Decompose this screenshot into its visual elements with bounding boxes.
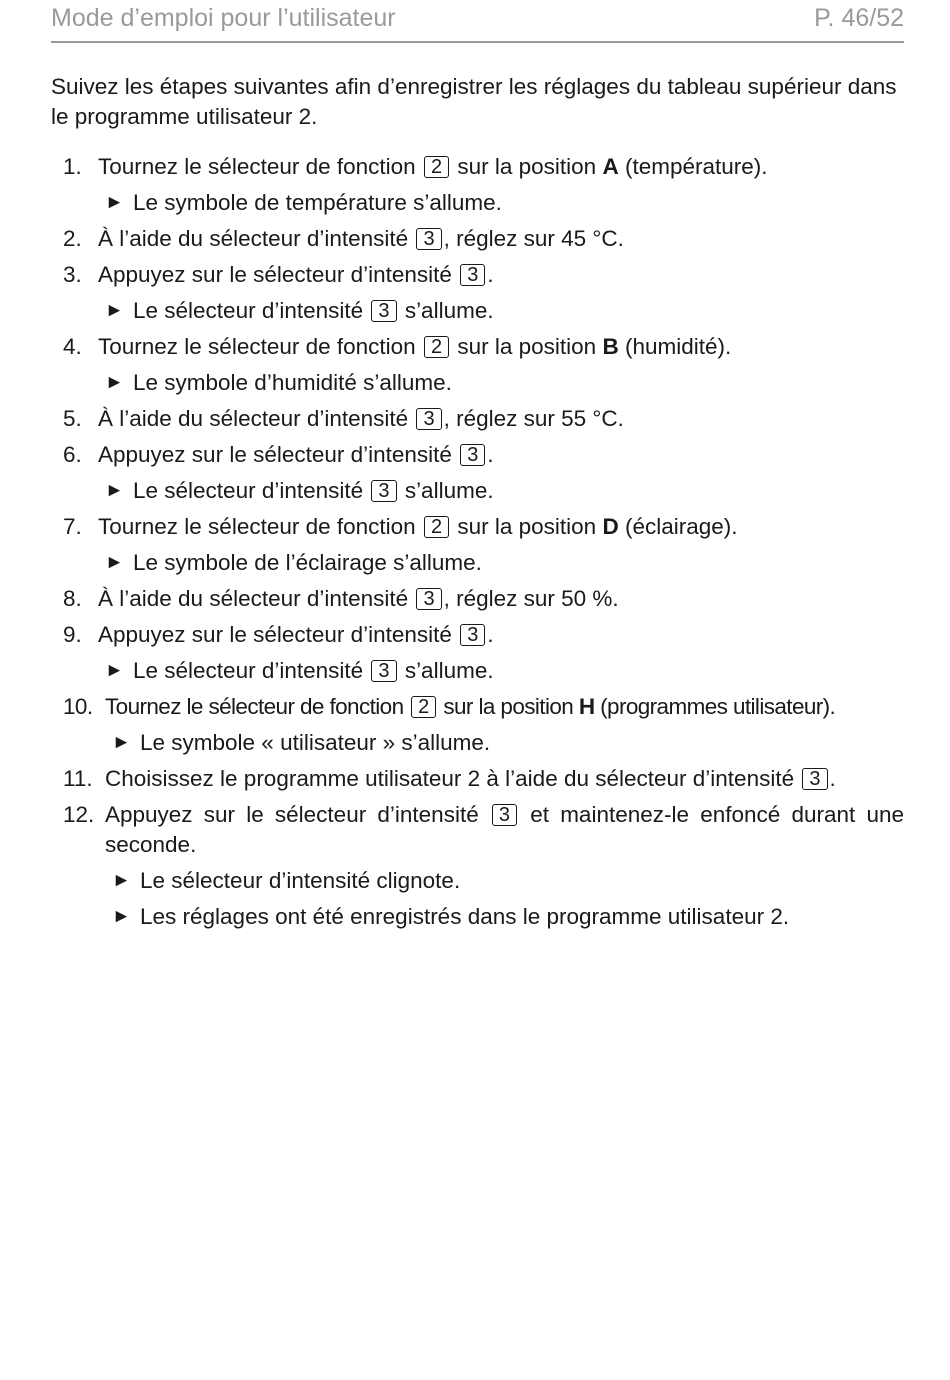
step-4-result bbox=[51, 368, 904, 398]
function-selector-ref: 2 bbox=[424, 336, 449, 358]
intensity-selector-ref: 3 bbox=[371, 300, 396, 322]
step-text: Choisissez le programme utilisateur 2 à l’aide du sélecteur d’intensité bbox=[105, 766, 795, 791]
step-text: À l’aide du sélecteur d’intensité bbox=[98, 226, 409, 251]
step-6-result bbox=[51, 476, 904, 506]
result-text: Les réglages ont été enregistrés dans le programme utilisateur 2. bbox=[140, 904, 790, 929]
step-8 bbox=[51, 584, 904, 614]
document-title: Mode d’emploi pour l’utilisateur bbox=[51, 4, 396, 32]
step-9 bbox=[51, 620, 904, 650]
step-text: (programmes utilisateur). bbox=[600, 694, 836, 719]
step-number: 10. bbox=[63, 694, 93, 719]
step-text: sur la position bbox=[457, 514, 597, 539]
position-letter: D bbox=[602, 514, 619, 539]
step-10 bbox=[51, 692, 904, 722]
result-text: Le sélecteur d’intensité clignote. bbox=[140, 868, 461, 893]
result-text: s’allume. bbox=[404, 298, 494, 323]
step-text: Appuyez sur le sélecteur d’intensité bbox=[98, 442, 452, 467]
step-text: (température). bbox=[624, 154, 768, 179]
intensity-selector-ref: 3 bbox=[460, 264, 485, 286]
step-number: 11. bbox=[63, 766, 93, 791]
result-text: Le sélecteur d’intensité bbox=[133, 658, 364, 683]
step-3-result bbox=[51, 296, 904, 326]
result-text: s’allume. bbox=[404, 478, 494, 503]
page-number: P. 46/52 bbox=[814, 4, 904, 32]
step-6 bbox=[51, 440, 904, 470]
step-4 bbox=[51, 332, 904, 362]
step-12-result-2 bbox=[51, 902, 904, 932]
result-text: Le symbole de l’éclairage s’allume. bbox=[133, 550, 482, 575]
step-number: 3. bbox=[63, 262, 82, 287]
step-number: 7. bbox=[63, 514, 82, 539]
step-text: sur la position bbox=[457, 334, 597, 359]
black-right-pointer-icon: ► bbox=[105, 480, 124, 501]
step-5 bbox=[51, 404, 904, 434]
step-text: À l’aide du sélecteur d’intensité bbox=[98, 406, 409, 431]
step-number: 12. bbox=[63, 802, 95, 827]
step-text: (éclairage). bbox=[624, 514, 738, 539]
intensity-selector-ref: 3 bbox=[416, 588, 441, 610]
position-letter: H bbox=[578, 694, 595, 719]
intensity-selector-ref: 3 bbox=[460, 624, 485, 646]
document-body bbox=[51, 72, 904, 938]
intensity-selector-ref: 3 bbox=[416, 228, 441, 250]
step-text: À l’aide du sélecteur d’intensité bbox=[98, 586, 409, 611]
step-text: . bbox=[487, 442, 494, 467]
step-text: . bbox=[829, 766, 836, 791]
black-right-pointer-icon: ► bbox=[105, 552, 124, 573]
step-text: , réglez sur 45 °C. bbox=[443, 226, 624, 251]
intensity-selector-ref: 3 bbox=[492, 804, 517, 826]
step-number: 8. bbox=[63, 586, 82, 611]
step-2 bbox=[51, 224, 904, 254]
step-12 bbox=[51, 800, 904, 860]
result-text: Le sélecteur d’intensité bbox=[133, 478, 364, 503]
black-right-pointer-icon: ► bbox=[105, 192, 124, 213]
black-right-pointer-icon: ► bbox=[112, 870, 131, 891]
result-text: Le symbole « utilisateur » s’allume. bbox=[140, 730, 491, 755]
step-text: Appuyez sur le sélecteur d’intensité bbox=[105, 802, 479, 827]
step-number: 5. bbox=[63, 406, 82, 431]
step-number: 6. bbox=[63, 442, 82, 467]
step-11 bbox=[51, 764, 904, 794]
function-selector-ref: 2 bbox=[424, 156, 449, 178]
step-7 bbox=[51, 512, 904, 542]
page-header bbox=[51, 0, 904, 43]
black-right-pointer-icon: ► bbox=[112, 906, 131, 927]
step-number: 4. bbox=[63, 334, 82, 359]
function-selector-ref: 2 bbox=[411, 696, 436, 718]
result-text: Le symbole d’humidité s’allume. bbox=[133, 370, 452, 395]
intensity-selector-ref: 3 bbox=[371, 660, 396, 682]
step-text: Tournez le sélecteur de fonction bbox=[98, 334, 416, 359]
step-text: Appuyez sur le sélecteur d’intensité bbox=[98, 622, 452, 647]
step-1 bbox=[51, 152, 904, 182]
step-text: Tournez le sélecteur de fonction bbox=[98, 154, 416, 179]
intro-paragraph: Suivez les étapes suivantes afin d’enregistrer les réglages du tableau supérieur dans le programme utilisateur 2. bbox=[51, 74, 897, 129]
intensity-selector-ref: 3 bbox=[371, 480, 396, 502]
step-text: sur la position bbox=[443, 694, 574, 719]
step-text: Appuyez sur le sélecteur d’intensité bbox=[98, 262, 452, 287]
result-text: s’allume. bbox=[404, 658, 494, 683]
black-right-pointer-icon: ► bbox=[105, 372, 124, 393]
step-text: . bbox=[487, 262, 494, 287]
position-letter: A bbox=[602, 154, 619, 179]
step-9-result bbox=[51, 656, 904, 686]
function-selector-ref: 2 bbox=[424, 516, 449, 538]
result-text: Le symbole de température s’allume. bbox=[133, 190, 502, 215]
step-number: 1. bbox=[63, 154, 82, 179]
step-7-result bbox=[51, 548, 904, 578]
step-number: 2. bbox=[63, 226, 82, 251]
step-text: Tournez le sélecteur de fonction bbox=[98, 514, 416, 539]
step-text: (humidité). bbox=[624, 334, 732, 359]
step-10-result bbox=[51, 728, 904, 758]
black-right-pointer-icon: ► bbox=[112, 732, 131, 753]
step-text: . bbox=[487, 622, 494, 647]
step-number: 9. bbox=[63, 622, 82, 647]
intensity-selector-ref: 3 bbox=[460, 444, 485, 466]
step-12-result-1 bbox=[51, 866, 904, 896]
result-text: Le sélecteur d’intensité bbox=[133, 298, 364, 323]
step-text: et maintenez-le enfoncé durant une seconde. bbox=[105, 802, 904, 857]
step-text: sur la position bbox=[457, 154, 597, 179]
black-right-pointer-icon: ► bbox=[105, 300, 124, 321]
step-text: , réglez sur 55 °C. bbox=[443, 406, 624, 431]
step-text: , réglez sur 50 %. bbox=[443, 586, 619, 611]
step-text: Tournez le sélecteur de fonction bbox=[105, 694, 404, 719]
intensity-selector-ref: 3 bbox=[802, 768, 827, 790]
intensity-selector-ref: 3 bbox=[416, 408, 441, 430]
step-1-result bbox=[51, 188, 904, 218]
black-right-pointer-icon: ► bbox=[105, 660, 124, 681]
step-3 bbox=[51, 260, 904, 290]
position-letter: B bbox=[602, 334, 619, 359]
